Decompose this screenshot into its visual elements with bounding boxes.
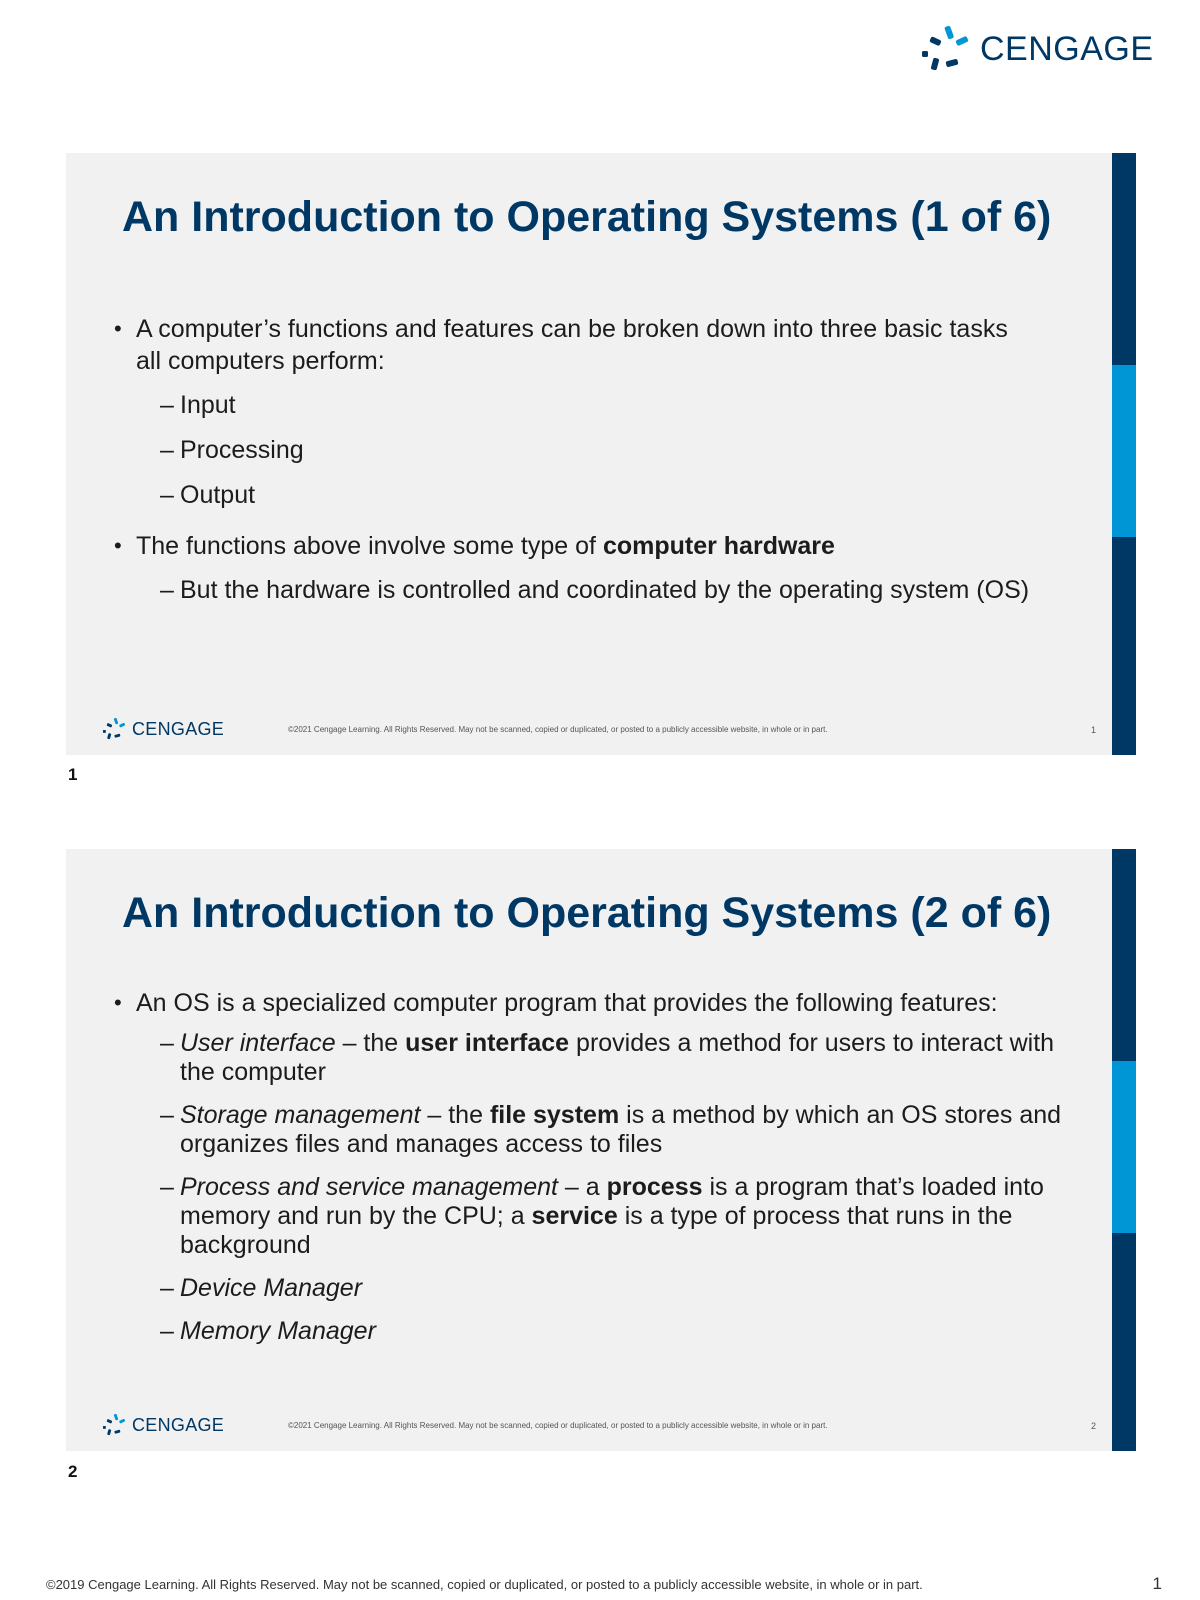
brand-wordmark: CENGAGE [980, 29, 1154, 68]
bullet: • A computer’s functions and features can be broken down into three basic tasks all computers perform: [114, 313, 1072, 377]
accent-bar [1112, 849, 1136, 1451]
footer-copyright: ©2021 Cengage Learning. All Rights Reserved. May not be scanned, copied or duplicated, or posted to a publicly accessible website, in whole or in part. [288, 725, 828, 734]
cengage-logo [920, 24, 1154, 74]
document-page-number: 1 [1152, 1574, 1162, 1593]
slide-number: 1 [1090, 725, 1096, 735]
sub-bullet: – Memory Manager [160, 1317, 376, 1345]
slide-title: An Introduction to Operating Systems (2 of 6) [122, 889, 1052, 937]
accent-bar [1112, 153, 1136, 755]
slide-number: 2 [1090, 1421, 1096, 1431]
sub-bullet: – But the hardware is controlled and coordinated by the operating system (OS) [160, 576, 1030, 604]
slide-body [114, 987, 1072, 1346]
footer-logo: CENGAGE [102, 1413, 224, 1437]
sub-bullet: – User interface – the user interface provides a method for users to interact with the computer [160, 1029, 1055, 1086]
sub-bullet: – Processing [160, 436, 304, 464]
slide-footer [102, 717, 1096, 743]
cengage-logo-icon [102, 1413, 126, 1437]
sub-bullet: – Process and service management – a process is a program that’s loaded into memory and run by the CPU; a service is a type of process that runs in the background [160, 1173, 1044, 1259]
slide-body [114, 313, 1072, 605]
footer-logo: CENGAGE [102, 717, 224, 741]
slide-1 [66, 153, 1136, 755]
bullet: • The functions above involve some type of computer hardware [114, 530, 1072, 562]
sub-bullet: – Output [160, 481, 256, 509]
sub-bullet: – Storage management – the file system is a method by which an OS stores and organizes files and manages access to files [160, 1101, 1062, 1158]
cengage-logo-icon [920, 24, 970, 74]
slide-title: An Introduction to Operating Systems (1 of 6) [122, 193, 1052, 241]
page-label: 2 [68, 1462, 78, 1481]
footer-copyright: ©2021 Cengage Learning. All Rights Reserved. May not be scanned, copied or duplicated, or posted to a publicly accessible website, in whole or in part. [288, 1421, 828, 1430]
cengage-logo-icon [102, 717, 126, 741]
slide-2 [66, 849, 1136, 1451]
sub-bullet: – Input [160, 391, 236, 419]
bullet: • An OS is a specialized computer program that provides the following features: [114, 987, 1072, 1019]
document-footer: ©2019 Cengage Learning. All Rights Reserved. May not be scanned, copied or duplicated, or posted to a publicly accessible website, in whole or in part. [46, 1577, 923, 1592]
sub-bullet: – Device Manager [160, 1274, 363, 1302]
slide-footer [102, 1413, 1096, 1439]
page-label: 1 [68, 765, 78, 784]
